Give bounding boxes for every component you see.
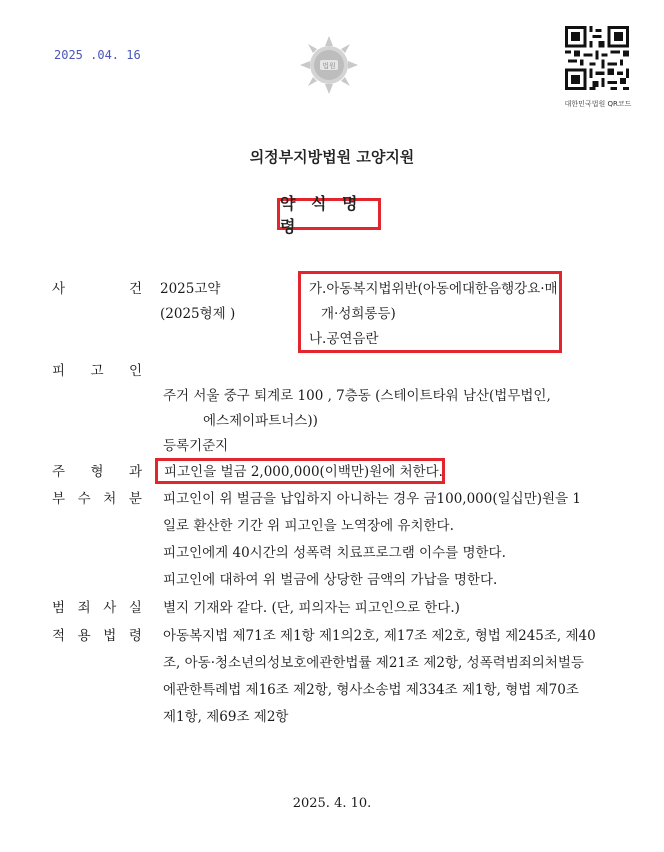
- sentence-label: 주 형 과: [52, 464, 142, 480]
- applicable-law-label: 적 용 법 령: [52, 628, 142, 644]
- applicable-law-line: 아동복지법 제71조 제1항 제1의2호, 제17조 제2호, 형법 제245조, 제40: [163, 628, 596, 644]
- charge-line: 개·성희롱등): [321, 306, 396, 322]
- defendant-address-line: 주거 서울 중구 퇴계로 100 , 7층동 (스테이트타워 남산(법무법인,: [163, 388, 551, 404]
- applicable-law-line: 제1항, 제69조 제2항: [163, 709, 289, 725]
- applicable-law-line: 조, 아동·청소년의성보호에관한법률 제21조 제2항, 성폭력범죄의처벌등: [163, 655, 584, 671]
- sentence-text: 피고인을 벌금 2,000,000(이백만)원에 처한다.: [164, 464, 443, 480]
- qr-code-label: 대한민국법원 QR코드: [564, 100, 632, 108]
- case-label: [52, 280, 142, 298]
- ancillary-line: 일로 환산한 기간 위 피고인을 노역장에 유치한다.: [163, 518, 454, 534]
- received-date-stamp: 2025 .04. 16: [54, 48, 141, 62]
- charge-line: 가.아동복지법위반(아동에대한음행강요·매: [309, 281, 558, 297]
- document-title: 약 식 명 령: [277, 198, 381, 230]
- charges-highlight-box: [298, 271, 562, 353]
- case-number: 2025고약: [160, 281, 221, 297]
- crime-facts-text: 별지 기재와 같다. (단, 피의자는 피고인으로 한다.): [163, 600, 460, 616]
- case-label-char: 사: [52, 281, 66, 297]
- court-emblem-icon: [298, 34, 360, 96]
- applicable-law-line: 에관한특례법 제16조 제2항, 형사소송법 제334조 제1항, 형법 제70조: [163, 682, 579, 698]
- defendant-address-line: 에스제이파트너스)): [203, 413, 318, 429]
- ancillary-label: 부 수 처 분: [52, 491, 142, 507]
- crime-facts-label: 범 죄 사 실: [52, 600, 142, 616]
- ancillary-line: 피고인에 대하여 위 벌금에 상당한 금액의 가납을 명한다.: [163, 572, 498, 588]
- defendant-registry: 등록기준지: [163, 438, 229, 454]
- issue-date: 2025. 4. 10.: [292, 796, 372, 811]
- ancillary-line: 피고인이 위 벌금을 납입하지 아니하는 경우 금100,000(일십만)원을 1: [163, 491, 581, 507]
- court-name: 의정부지방법원 고양지원: [249, 148, 415, 166]
- defendant-label: 피 고 인: [52, 363, 142, 379]
- emblem-text: 법원: [322, 62, 336, 70]
- case-label-char: 건: [128, 281, 142, 297]
- case-sub-number: (2025형제 ): [160, 306, 236, 322]
- sentence-highlight-box: [155, 458, 445, 484]
- ancillary-line: 피고인에게 40시간의 성폭력 치료프로그램 이수를 명한다.: [163, 545, 506, 561]
- charge-line: 나.공연음란: [309, 331, 379, 347]
- qr-code-icon: [565, 26, 629, 90]
